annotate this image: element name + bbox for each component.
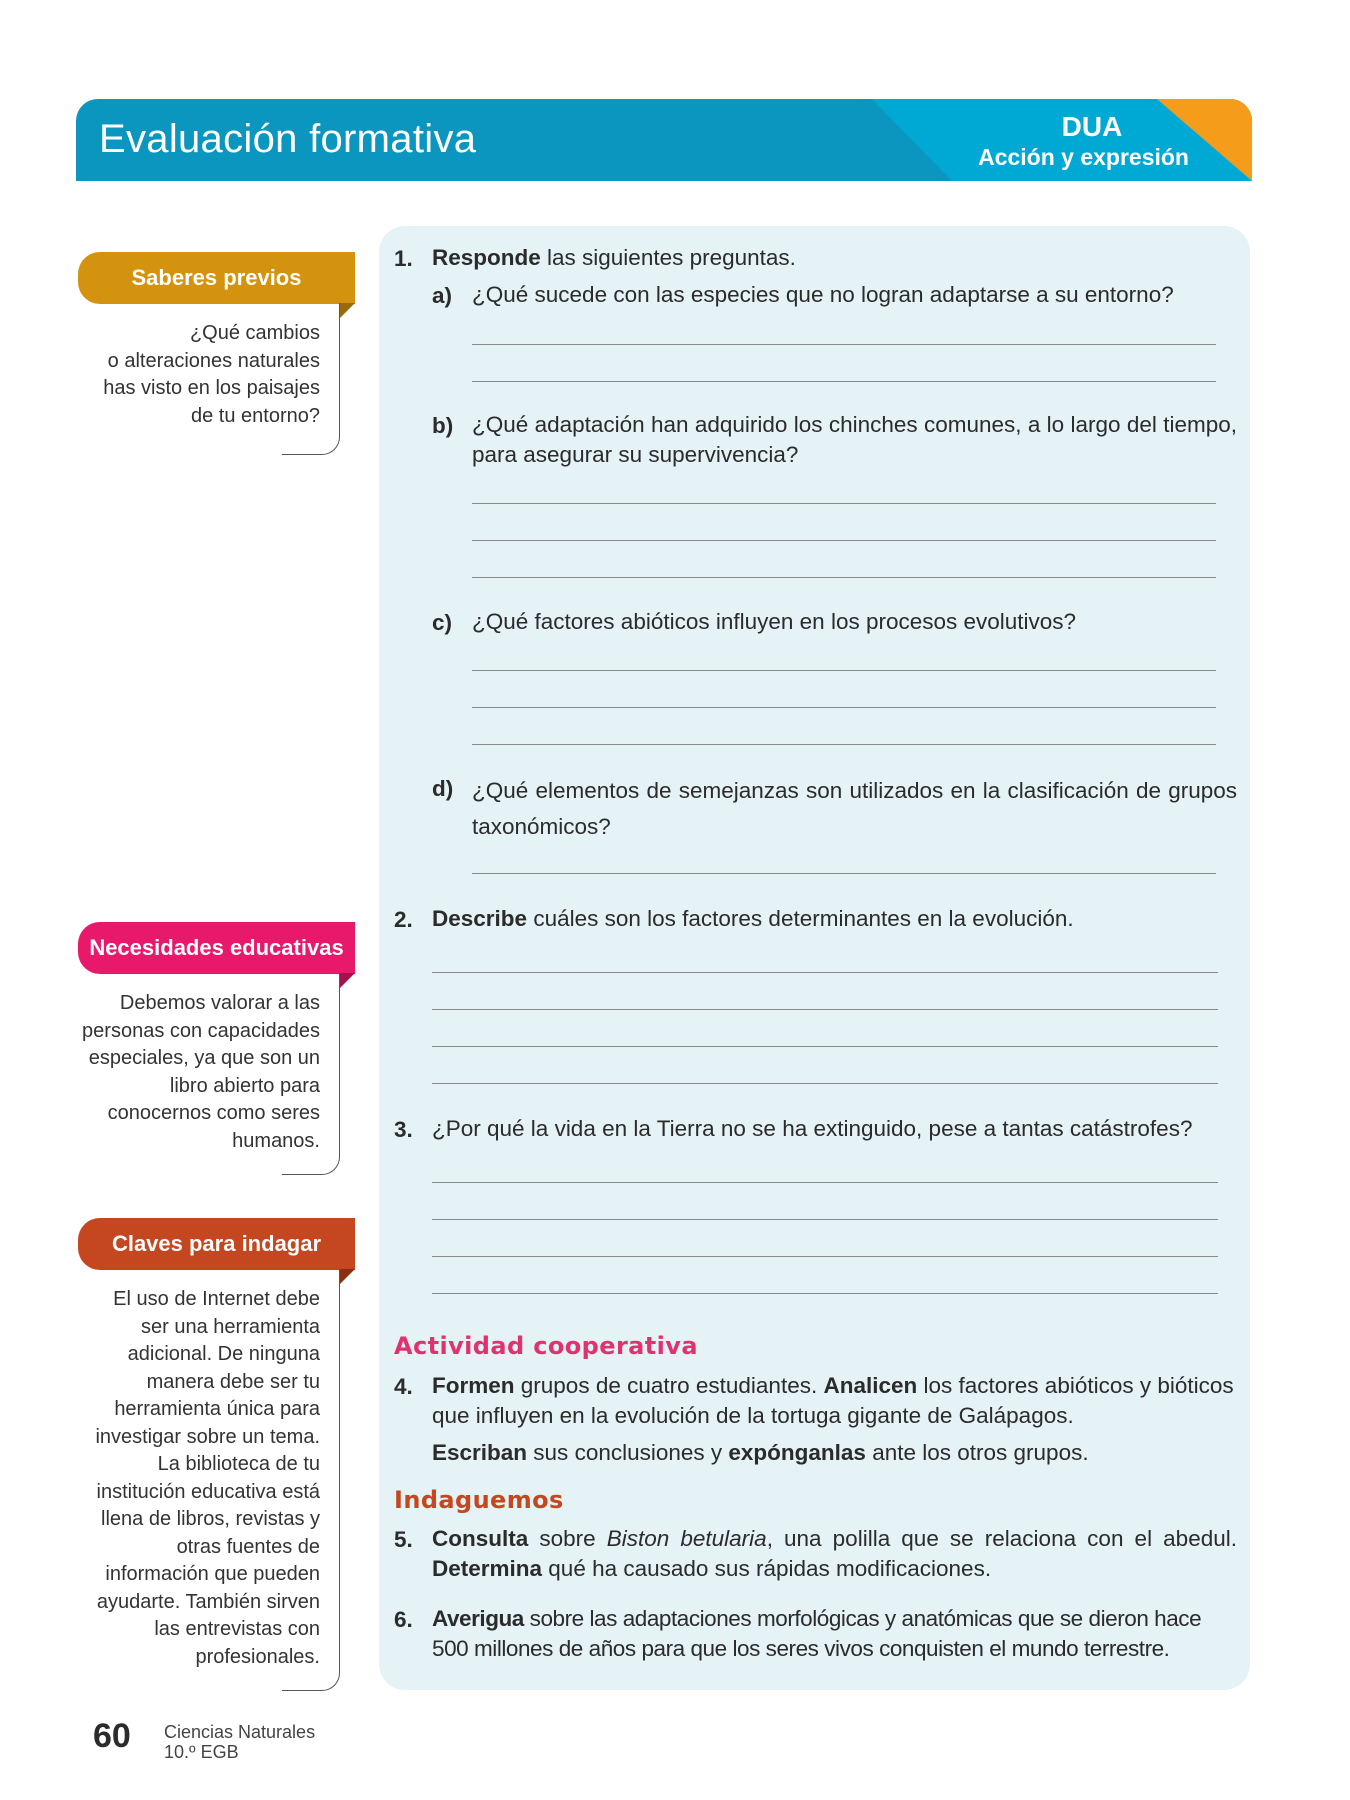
saberes-fold	[340, 303, 356, 319]
q5-text: Consulta sobre Biston betularia, una polilla que se relaciona con el abedul. Determina qué ha causado sus rápidas modificaciones.	[432, 1526, 1237, 1581]
q4-number: 4.	[394, 1374, 413, 1399]
necesidades-educativas-text: Debemos valorar a las personas con capacidades especiales, ya que son un libro abierto para conocernos como seres humanos.	[82, 992, 320, 1152]
answer-line[interactable]	[472, 540, 1216, 541]
q6-number: 6.	[394, 1607, 413, 1632]
q1c-text: ¿Qué factores abióticos influyen en los procesos evolutivos?	[472, 609, 1077, 634]
q1b-letter: b)	[432, 413, 454, 438]
q2-text: Describe cuáles son los factores determinantes en la evolución.	[432, 906, 1074, 931]
answer-line[interactable]	[472, 503, 1216, 504]
dua-subtitle: Acción y expresión	[978, 144, 1189, 170]
saberes-previos-text: ¿Qué cambios o alteraciones naturales has visto en los paisajes de tu entorno?	[103, 322, 320, 427]
indaguemos-heading: Indaguemos	[394, 1486, 564, 1514]
answer-line[interactable]	[472, 577, 1216, 578]
actividad-cooperativa-heading: Actividad cooperativa	[394, 1332, 698, 1360]
page-title: Evaluación formativa	[99, 117, 477, 161]
dua-badge	[872, 99, 1252, 181]
q3-text: ¿Por qué la vida en la Tierra no se ha extinguido, pese a tantas catástrofes?	[432, 1116, 1193, 1141]
answer-line[interactable]	[432, 1083, 1218, 1084]
footer-subject: Ciencias Naturales 10.º EGB	[164, 1722, 316, 1762]
necesidades-fold	[340, 973, 356, 989]
q1-text: Responde las siguientes preguntas.	[432, 245, 796, 270]
q4-text: Formen grupos de cuatro estudiantes. Analicen los factores abióticos y bióticos que influyen en la evolución de la tortuga gigante de Galápagos.	[432, 1373, 1234, 1428]
q1-number: 1.	[394, 246, 413, 271]
answer-line[interactable]	[472, 344, 1216, 345]
answer-line[interactable]	[432, 972, 1218, 973]
answer-line[interactable]	[432, 1219, 1218, 1220]
answer-line[interactable]	[472, 873, 1216, 874]
header-banner	[76, 99, 1252, 181]
saberes-previos-tab	[78, 252, 355, 304]
claves-para-indagar-text: El uso de Internet debe ser una herramienta adicional. De ninguna manera debe ser tu herramienta única para investigar sobre un tema. La biblioteca de tu institución educativa está llena de libros, revistas y otras fuentes de información que pueden ayudarte. También sirven las entrevistas con profesionales.	[95, 1288, 320, 1668]
q1b-text: ¿Qué adaptación han adquirido los chinches comunes, a lo largo del tiempo, para asegurar su supervivencia?	[472, 412, 1237, 467]
answer-line[interactable]	[472, 744, 1216, 745]
answer-line[interactable]	[432, 1256, 1218, 1257]
answer-line[interactable]	[472, 670, 1216, 671]
q6-text: Averigua sobre las adaptaciones morfológicas y anatómicas que se dieron hace 500 millones de años para que los seres vivos conquisten el mundo terrestre.	[432, 1606, 1202, 1661]
q4-text-2: Escriban sus conclusiones y expónganlas ante los otros grupos.	[432, 1440, 1089, 1465]
answer-line[interactable]	[432, 1182, 1218, 1183]
answer-line[interactable]	[472, 707, 1216, 708]
q1c-letter: c)	[432, 610, 453, 635]
q1a-letter: a)	[432, 283, 453, 308]
answer-line[interactable]	[432, 1046, 1218, 1047]
page-number: 60	[93, 1717, 131, 1755]
q3-number: 3.	[394, 1117, 413, 1142]
claves-fold	[340, 1269, 356, 1285]
q5-number: 5.	[394, 1527, 413, 1552]
q1d-text: ¿Qué elementos de semejanzas son utilizados en la clasificación de grupos taxonómicos?	[472, 778, 1237, 839]
q1d-letter: d)	[432, 776, 454, 801]
claves-para-indagar-tab	[78, 1218, 355, 1270]
necesidades-educativas-tab	[78, 922, 355, 974]
q1a-text: ¿Qué sucede con las especies que no logran adaptarse a su entorno?	[472, 282, 1174, 307]
claves-para-indagar-label: Claves para indagar	[111, 1231, 322, 1256]
answer-line[interactable]	[472, 381, 1216, 382]
answer-line[interactable]	[432, 1009, 1218, 1010]
q2-number: 2.	[394, 907, 413, 932]
dua-label: DUA	[1061, 111, 1123, 142]
answer-line[interactable]	[432, 1293, 1218, 1294]
saberes-previos-label: Saberes previos	[131, 265, 302, 290]
necesidades-educativas-label: Necesidades educativas	[89, 935, 344, 960]
